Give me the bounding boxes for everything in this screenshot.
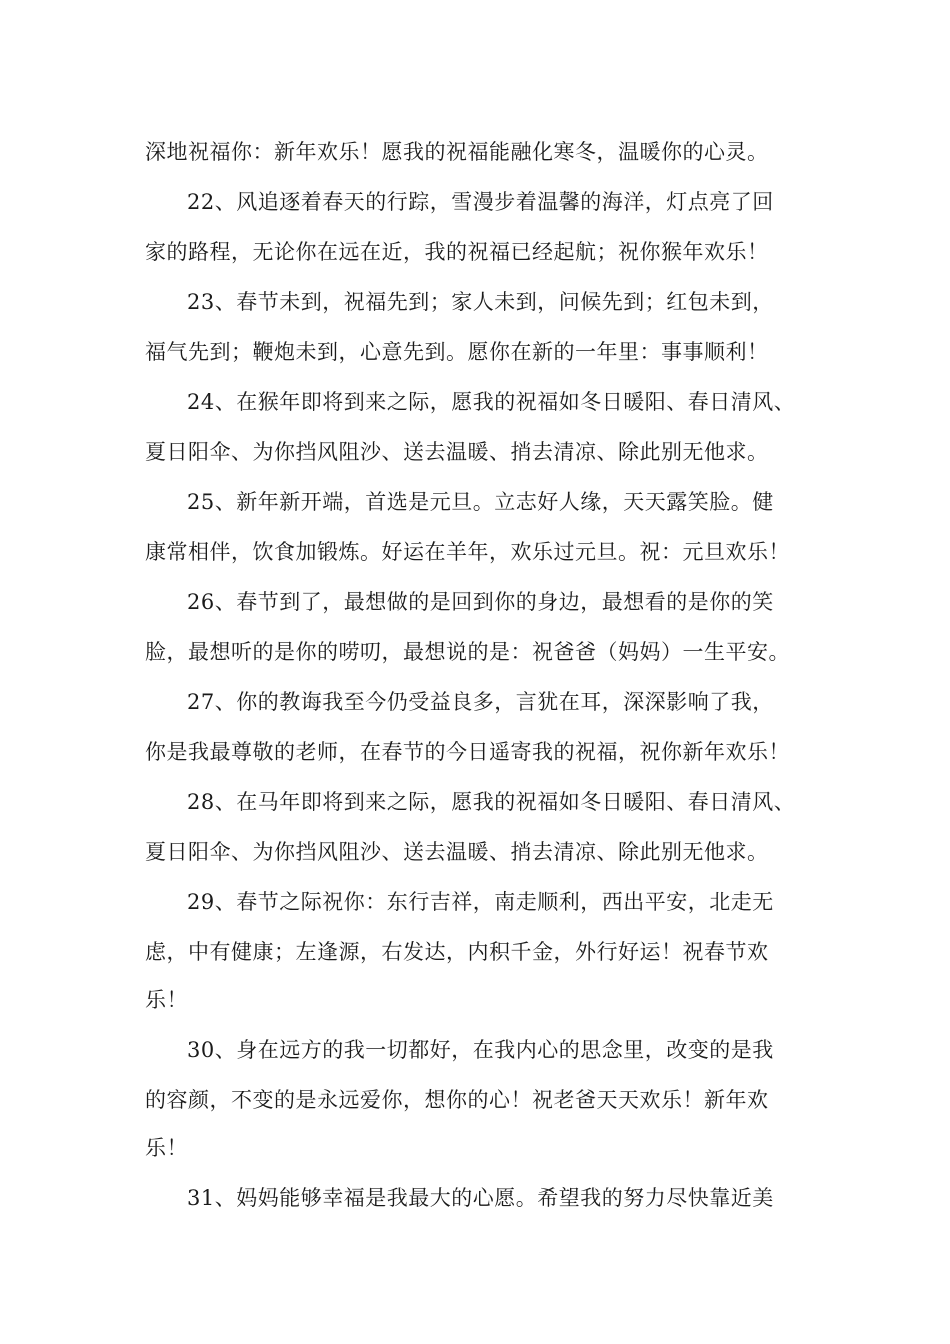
text-line: 的容颜，不变的是永远爱你，想你的心！祝老爸天天欢乐！新年欢 <box>145 1088 769 1112</box>
text-line: 29、春节之际祝你：东行吉祥，南走顺利，西出平安，北走无 <box>187 890 774 914</box>
text-line: 康常相伴，饮食加锻炼。好运在羊年，欢乐过元旦。祝：元旦欢乐！ <box>145 540 790 564</box>
text-line: 24、在猴年即将到来之际，愿我的祝福如冬日暖阳、春日清风、 <box>187 390 796 414</box>
text-line: 夏日阳伞、为你挡风阻沙、送去温暖、捎去清凉、除此别无他求。 <box>145 440 769 464</box>
text-line: 乐！ <box>145 1136 188 1160</box>
text-line: 福气先到；鞭炮未到，心意先到。愿你在新的一年里：事事顺利！ <box>145 340 769 364</box>
text-line: 28、在马年即将到来之际，愿我的祝福如冬日暖阳、春日清风、 <box>187 790 796 814</box>
text-line: 25、新年新开端，首选是元旦。立志好人缘，天天露笑脸。健 <box>187 490 774 514</box>
text-line: 26、春节到了，最想做的是回到你的身边，最想看的是你的笑 <box>187 590 774 614</box>
text-line: 乐！ <box>145 988 188 1012</box>
text-line: 22、风追逐着春天的行踪，雪漫步着温馨的海洋，灯点亮了回 <box>187 190 774 214</box>
text-line: 脸，最想听的是你的唠叨，最想说的是：祝爸爸（妈妈）一生平安。 <box>145 640 790 664</box>
text-line: 你是我最尊敬的老师，在春节的今日遥寄我的祝福，祝你新年欢乐！ <box>145 740 790 764</box>
text-line: 30、身在远方的我一切都好，在我内心的思念里，改变的是我 <box>187 1038 774 1062</box>
text-line: 家的路程，无论你在远在近，我的祝福已经起航；祝你猴年欢乐！ <box>145 240 769 264</box>
text-line: 深地祝福你：新年欢乐！愿我的祝福能融化寒冬，温暖你的心灵。 <box>145 140 769 164</box>
text-line: 27、你的教诲我至今仍受益良多，言犹在耳，深深影响了我， <box>187 690 774 714</box>
text-line: 31、妈妈能够幸福是我最大的心愿。希望我的努力尽快靠近美 <box>187 1186 774 1210</box>
text-line: 虑，中有健康；左逢源，右发达，内积千金，外行好运！祝春节欢 <box>145 940 769 964</box>
text-line: 23、春节未到，祝福先到；家人未到，问候先到；红包未到， <box>187 290 774 314</box>
text-line: 夏日阳伞、为你挡风阻沙、送去温暖、捎去清凉、除此别无他求。 <box>145 840 769 864</box>
